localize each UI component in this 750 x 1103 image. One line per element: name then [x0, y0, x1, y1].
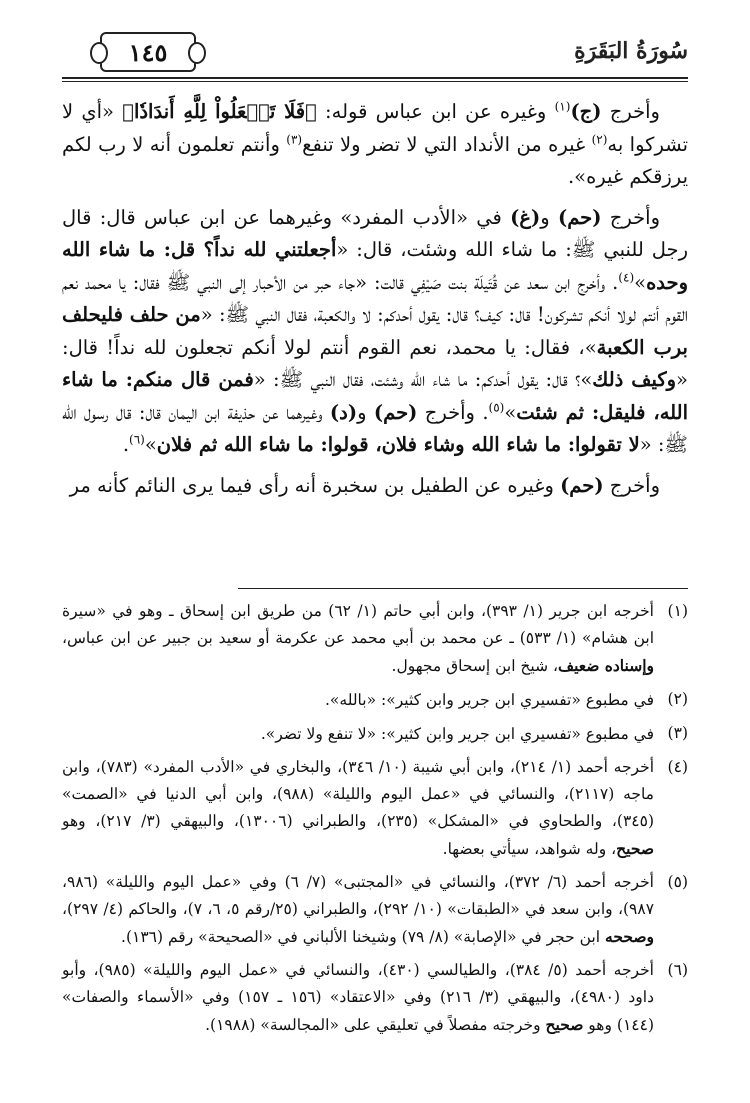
page-number: ١٤٥	[128, 37, 168, 67]
text: في مطبوع «تفسيري ابن جرير وابن كثير»: «لا تنفع ولا تضر».	[260, 725, 654, 743]
footnote-number: (٥)	[667, 873, 688, 891]
footnote-ref[interactable]: (١)	[554, 99, 571, 114]
hadith-text: لا تقولوا: ما شاء الله وشاء فلان، قولوا: ما شاء الله ثم فلان	[156, 433, 640, 456]
surah-title: سُورَةُ البَقَرَةِ	[574, 38, 688, 64]
footnote-5	[62, 869, 688, 951]
text: وغيرهما عن حذيفة ابن اليمان قال: قال رسول الله ﷺ: «	[62, 400, 688, 456]
source-code: (حم)	[373, 400, 418, 424]
footnote-ref[interactable]: (٦)	[129, 432, 145, 447]
page-header	[0, 30, 750, 80]
footnotes	[62, 598, 688, 1045]
hadith-text: وكيف ذلك	[592, 368, 677, 391]
footnote-number: (١)	[667, 602, 688, 620]
footnote-ref[interactable]: (٥)	[488, 400, 505, 414]
source-code: (حم)	[560, 473, 604, 497]
footnote-text	[62, 720, 654, 748]
text: »، فقال: يا محمد، نعم القوم أنتم لولا أنكم تجعلون لله نداً! قال: «	[62, 335, 688, 391]
text: ، شيخ ابن إسحاق مجهول.	[391, 657, 559, 675]
text: وأخرج	[603, 473, 660, 497]
footnote-text	[62, 598, 654, 680]
text: . وأخرج	[417, 400, 489, 424]
text: أخرجه أحمد (١/ ٢١٤)، وابن أبي شيبة (١٠/ ٣٤٦)، والبخاري في «الأدب المفرد» (٧٨٣)، وابن ماجه (٢١١٧)، والنسائي في «عمل اليوم والليلة» (٩٨٨)، وابن أبي الدنيا في «الصمت» (٣٤٥)، والطحاوي في «المشكل» (٢٣٥)، والطبراني (١٣٠٠٦)، والبيهقي (٣/ ٢١٧)، وهو	[62, 758, 654, 830]
footnote-number: (٣)	[667, 724, 688, 742]
footnote-number: (٦)	[667, 961, 688, 979]
text: وغيره عن الطفيل بن سخبرة أنه رأى فيما يرى النائم كأنه مر	[69, 473, 561, 497]
source-code: (د)	[329, 400, 358, 424]
footnote-text	[62, 754, 654, 863]
text: »	[634, 270, 647, 294]
grading: وإسناده ضعيف	[558, 656, 654, 675]
text: أخرجه ابن جرير (١/ ٣٩٣)، وابن أبي حاتم (١/ ٦٢) من طريق ابن إسحاق ـ وهو في «سيرة ابن هشام» (١/ ٥٣٣) ـ عن محمد بن أبي محمد عن عكرمة أو سعيد بن جبير عن ابن عباس،	[62, 602, 655, 647]
footnote-text	[62, 686, 654, 714]
grading: وصححه	[605, 927, 654, 946]
header-rule	[62, 77, 688, 79]
text: وخرجته مفصلاً في تعليقي على «المجالسة» (١٩٨٨).	[205, 1016, 546, 1034]
text: »؟ قال: يقول أحدكم: ما شاء الله وشئت، فقال النبي ﷺ: «	[253, 368, 593, 391]
text: وغيره عن ابن عباس قوله:	[316, 100, 555, 123]
text: ابن حجر في «الإصابة» (٨/ ٧٩) وشيخنا الألباني في «الصحيحة» رقم (١٣٦).	[121, 928, 606, 946]
source-code: (حم)	[557, 205, 602, 229]
hadith-text: فمن قال منكم: ما شاء الله، فليقل: ثم شئت	[62, 368, 688, 424]
page-number-frame	[100, 32, 196, 72]
hadith-text: أجعلتني لله نداً؟ قل: ما شاء الله وحده	[62, 238, 688, 294]
text: . وأخرج ابن سعد عن قُتَيلَة بنت صَيْفِي قالت: «جاء حبر من الأحبار إلى النبي ﷺ فقال: يا محمد نعم القوم أنتم لولا أنكم تشركون! قال: كيف؟ قال: يقول أحدكم: لا والكعبة، فقال النبي ﷺ: «	[62, 270, 689, 326]
footnote-1	[62, 598, 688, 680]
footnote-text	[62, 869, 654, 951]
text: أخرجه أحمد (٦/ ٣٧٢)، والنسائي في «المجتبى» (٧/ ٦) وفي «عمل اليوم والليلة» (٩٨٦، ٩٨٧)، وابن سعد في «الطبقات» (١٠/ ٢٩٢)، والطبراني (٢٥/رقم ٥، ٦، ٧)، والحاكم (٤/ ٢٩٧)،	[62, 873, 655, 918]
footnote-separator	[238, 588, 688, 589]
paragraph-3	[62, 470, 688, 503]
footnote-number: (٤)	[667, 758, 688, 776]
footnote-ref[interactable]: (٢)	[591, 132, 608, 146]
text: ، وله شواهد، سيأتي بعضها.	[442, 840, 617, 858]
footnote-6	[62, 957, 688, 1039]
text: وأخرج	[601, 205, 660, 229]
footnote-number: (٢)	[667, 690, 688, 708]
paragraph-1	[62, 96, 688, 194]
text: في مطبوع «تفسيري ابن جرير وابن كثير»: «بالله».	[324, 691, 654, 709]
footnote-ref[interactable]: (٤)	[618, 270, 635, 284]
text: «أي لا تشركوا به	[62, 100, 689, 156]
footnote-2	[62, 686, 688, 714]
text: و	[357, 400, 374, 424]
header-rule-thin	[62, 81, 688, 82]
grading: صحيح	[545, 1015, 584, 1034]
text: »	[504, 400, 517, 424]
footnote-3	[62, 720, 688, 748]
text: »	[144, 433, 157, 456]
text: أخرجه أحمد (٥/ ٣٨٤)، والطيالسي (٤٣٠)، والنسائي في «عمل اليوم والليلة» (٩٨٥)، وأبو داود (٤٩٨٠)، والبيهقي (٣/ ٢١٦) وفي «الاعتقاد» (١٥٦ ـ ١٥٧) وفي «الأسماء والصفات» (١٤٤) وهو	[62, 961, 654, 1034]
quran-verse: ﴿فَلَا تَجۡعَلُواْ لِلَّهِ أَندَادٗا﴾	[122, 100, 317, 123]
source-code: (غ)	[510, 205, 541, 229]
paragraph-2	[62, 202, 688, 462]
hadith-text: من حلف فليحلف برب الكعبة	[62, 303, 688, 359]
footnote-4	[62, 754, 688, 863]
main-text	[62, 96, 688, 510]
text: في «الأدب المفرد» وغيرهما عن ابن عباس قال: قال رجل للنبي ﷺ: ما شاء الله وشئت، قال: «	[62, 205, 688, 261]
source-code: (ج)	[570, 100, 602, 123]
text: .	[122, 433, 130, 456]
text: وأخرج	[601, 100, 660, 123]
text: غيره من الأنداد التي لا تضر ولا تنفع	[302, 132, 592, 156]
text: و	[540, 205, 558, 229]
grading: صحيح	[616, 839, 654, 858]
footnote-ref[interactable]: (٣)	[286, 132, 303, 146]
footnote-text	[62, 957, 654, 1039]
text: وأنتم تعلمون أنه لا رب لكم يرزقكم غيره».	[62, 132, 688, 188]
